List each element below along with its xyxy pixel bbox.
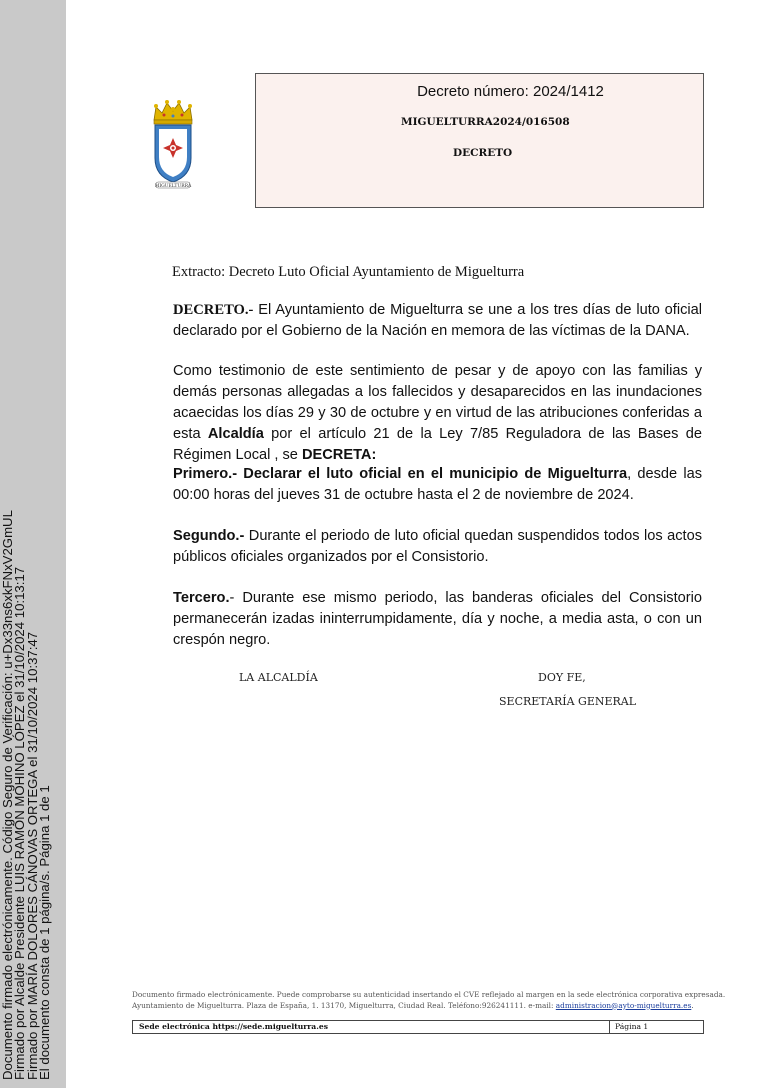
paragraph-lead: Segundo.- bbox=[173, 528, 245, 544]
footer-note-end: . bbox=[691, 1000, 694, 1010]
stamp-line: Firmado por MARÍA DOLORES CÁNOVAS ORTEGA el 31/10/2024 10:37:47 bbox=[24, 631, 40, 1080]
stamp-line: El documento consta de 1 página/s. Página 1 de 1 bbox=[37, 785, 53, 1080]
paragraph-text: El Ayuntamiento de Miguelturra se une a los tres días de luto oficial declarado por el Gobierno de la Nación en memora de las víctimas de la DANA. bbox=[173, 302, 702, 339]
footer-divider bbox=[609, 1021, 610, 1033]
paragraph-primero bbox=[132, 464, 702, 506]
logo-caption: MIGUELTURRA bbox=[154, 184, 192, 189]
record-id: MIGUELTURRA2024/016508 bbox=[401, 116, 570, 128]
signature-secretaria: SECRETARÍA GENERAL bbox=[499, 695, 637, 708]
decree-number: Decreto número: 2024/1412 bbox=[417, 83, 604, 100]
record-type: DECRETO bbox=[453, 147, 513, 159]
stamp-line: Firmado por Alcalde Presidente LUIS RAMÓN MOHINO LÓPEZ el 31/10/2024 10:13:17 bbox=[12, 566, 28, 1080]
coat-of-arms-logo bbox=[150, 98, 196, 190]
footer-note bbox=[132, 990, 726, 1011]
signature-alcaldia: LA ALCALDÍA bbox=[239, 671, 318, 684]
signature-doy-fe: DOY FE, bbox=[538, 671, 586, 684]
sede-link[interactable]: Sede electrónica https://sede.miguelturra.es bbox=[139, 1022, 328, 1031]
paragraph-text: - Durante ese mismo periodo, las banderas oficiales del Consistorio permanecerán izadas ininterrumpidamente, día y noche, a media asta, o con un crespón negro. bbox=[173, 590, 702, 648]
paragraph-lead: DECRETO.- bbox=[173, 302, 254, 318]
extract-line: Extracto: Decreto Luto Oficial Ayuntamiento de Miguelturra bbox=[172, 264, 525, 280]
footer-note-line: Documento firmado electrónicamente. Puede comprobarse su autenticidad insertando el CVE reflejado al margen en la sede electrónica corporativa expresada. bbox=[132, 990, 726, 999]
paragraph-bold: DECRETA: bbox=[301, 447, 377, 463]
paragraph-testimonio bbox=[132, 361, 702, 466]
footer-note-line: Ayuntamiento de Miguelturra. Plaza de España, 1. 13170, Miguelturra, Ciudad Real. Teléfono:926241111. e-mail: bbox=[132, 1000, 556, 1010]
footer-bar bbox=[132, 1020, 704, 1034]
email-link[interactable]: administracion@ayto-miguelturra.es bbox=[555, 1000, 692, 1010]
paragraph-text: Como testimonio de este sentimiento de pesar y de apoyo con las familias y demás personas allegadas a los fallecidos y desaparecidos en las inundaciones acaecidas los días 29 y 30 de octubre y en virtud de las atribuciones conferidas a esta bbox=[173, 363, 702, 442]
paragraph-lead: Tercero. bbox=[173, 590, 230, 606]
paragraph-text: por el artículo 21 de la Ley 7/85 Reguladora de las Bases de Régimen Local , se bbox=[173, 426, 702, 463]
paragraph-decreto bbox=[132, 300, 702, 342]
signature-stamp-text bbox=[2, 10, 52, 1080]
signature-stamp-strip bbox=[0, 0, 66, 1088]
paragraph-bold: Alcaldía bbox=[207, 426, 264, 442]
paragraph-tercero bbox=[132, 588, 702, 651]
paragraph-lead: Primero.- Declarar el luto oficial en el municipio de Miguelturra bbox=[173, 466, 628, 482]
paragraph-text: Durante el periodo de luto oficial quedan suspendidos todos los actos públicos oficiales organizados por el Consistorio. bbox=[173, 528, 702, 565]
paragraph-text: , desde las 00:00 horas del jueves 31 de octubre hasta el 2 de noviembre de 2024. bbox=[173, 466, 702, 503]
stamp-line: Documento firmado electrónicamente. Código Seguro de Verificación: u+Dx33ns6xkFNxV2GmUL bbox=[0, 510, 15, 1080]
page-number: Página 1 bbox=[615, 1022, 649, 1031]
paragraph-segundo bbox=[132, 526, 702, 568]
decree-header-box bbox=[255, 73, 704, 208]
